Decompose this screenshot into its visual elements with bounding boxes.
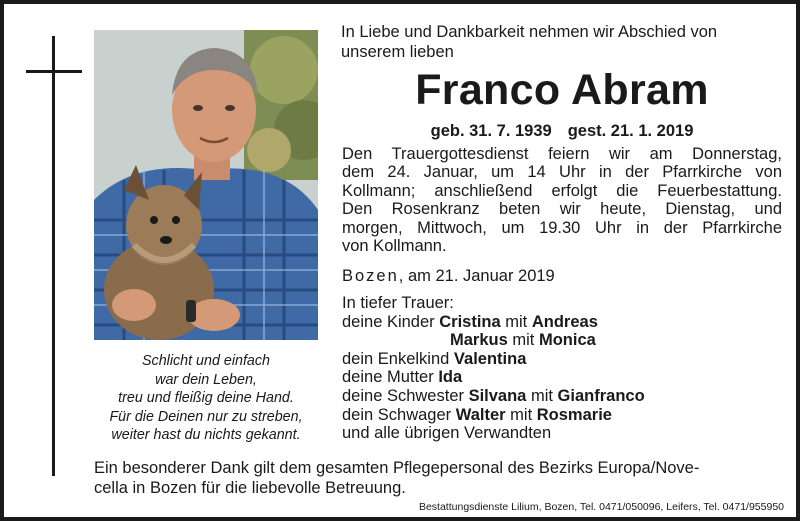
verse-line: Für die Deinen nur zu streben, [109,408,303,425]
relation-label: deine Schwester [342,386,469,405]
memorial-verse [90,352,322,445]
relation-label: deine Kinder [342,312,440,331]
relation-label: mit [505,405,537,424]
mourner-line [342,406,645,425]
verse-line: Schlicht und einfach [142,353,270,369]
mourner-line [342,368,645,387]
place-date [342,266,555,286]
intro-line: In Liebe und Dankbarkeit nehmen wir Abschied von [341,23,718,41]
mourner-name: Rosmarie [536,405,612,424]
mourner-name: Andreas [531,312,598,331]
mourner-name: Walter [455,405,506,424]
verse-line: war dein Leben, [155,371,257,388]
mourner-line [342,350,645,369]
mourner-name: Valentina [453,349,527,368]
relation-label: mit [507,331,539,350]
mourner-line: und alle übrigen Verwandten [342,424,552,443]
service-line: dem 24. Januar, um 14 Uhr in der Pfarrkirche von [342,163,782,182]
verse-line: weiter hast du nichts gekannt. [111,427,301,443]
place-city: Bozen [342,267,399,285]
death-date: gest. 21. 1. 2019 [567,122,694,140]
mourner-name: Cristina [439,312,501,331]
cross-icon [52,36,55,476]
mourner-line [342,331,645,350]
mourners-list [342,294,645,443]
verse-line: treu und fleißig deine Hand. [118,390,294,406]
thanks-line: Ein besonderer Dank gilt dem gesamten Pflegepersonal des Bezirks Europa/Nove- [94,459,700,477]
funeral-home-contact: Bestattungsdienste Lilium, Bozen, Tel. 0471/050096, Leifers, Tel. 0471/955950 [418,501,784,513]
cross-icon-bar [26,70,82,73]
intro-text [341,22,791,62]
service-line: morgen, Mittwoch, um 19.30 Uhr in der Pfarrkirche [342,218,782,237]
place-date-text: , am 21. Januar 2019 [398,267,555,285]
mourner-line [342,387,645,406]
mourner-name: Silvana [468,386,527,405]
service-line: von Kollmann. [342,237,447,256]
service-line: Den Rosenkranz beten wir heute, Dienstag, und [342,200,782,219]
service-line: Kollmann; anschließend erfolgt die Feuerbestattung. [342,181,782,200]
thanks-line: cella in Bozen für die liebevolle Betreuung. [94,478,406,497]
relation-label: dein Enkelkind [342,349,454,368]
mourner-name: Monica [538,331,596,350]
deceased-name: Franco Abram [415,66,709,114]
life-dates [340,120,784,142]
relation-label: mit [500,312,532,331]
thanks-note [94,459,784,498]
service-details [342,145,782,255]
mourner-name: Ida [438,368,463,387]
mourners-heading: In tiefer Trauer: [342,294,454,312]
birth-date: geb. 31. 7. 1939 [430,122,552,140]
relation-label: mit [526,386,558,405]
intro-line: unserem lieben [341,43,454,61]
service-line: Den Trauergottesdienst feiern wir am Donnerstag, [342,145,782,163]
mourner-name: Markus [450,331,508,350]
relation-label: dein Schwager [342,405,456,424]
portrait-photo [94,30,318,340]
relation-label: deine Mutter [342,368,439,387]
mourner-line [342,313,645,332]
mourner-name: Gianfranco [557,386,645,405]
